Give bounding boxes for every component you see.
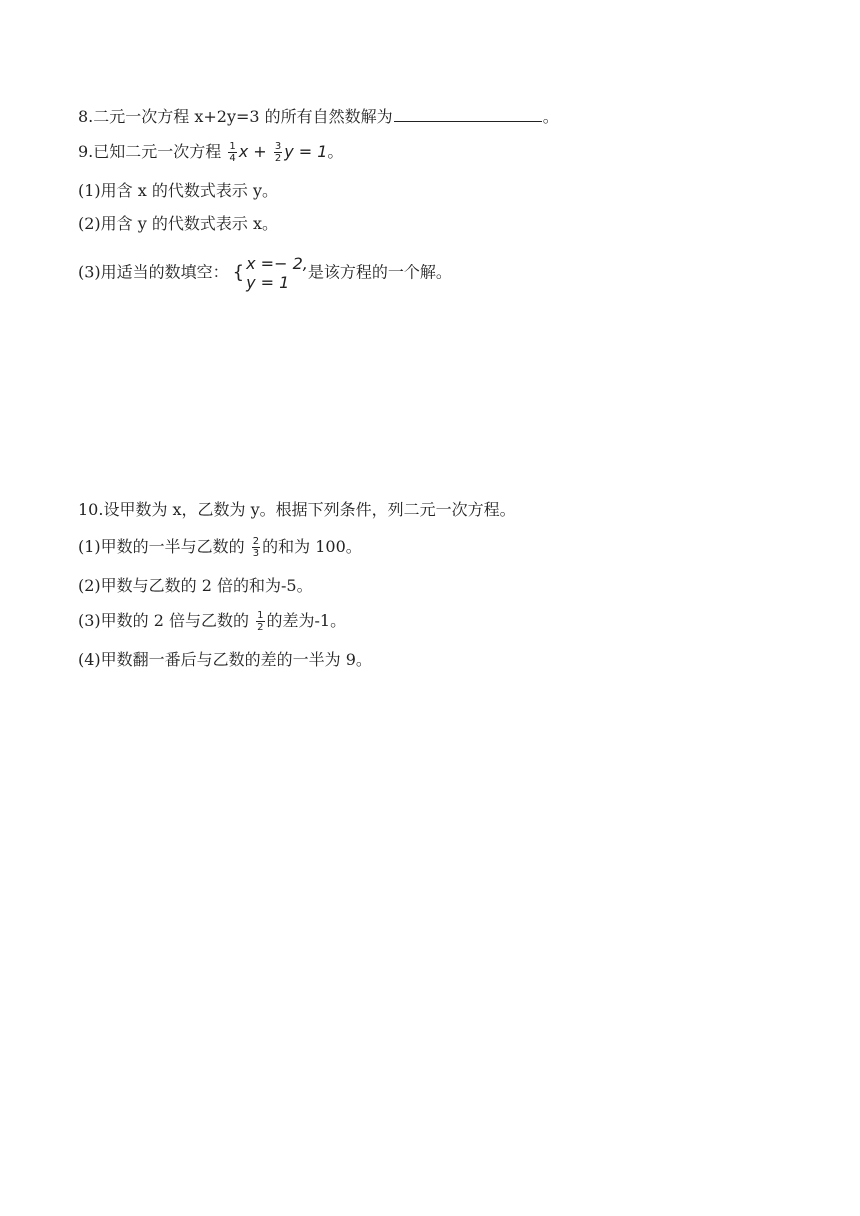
- question-9-sub1: (1)用含 x 的代数式表示 y。: [78, 181, 278, 200]
- fraction-denominator: 2: [274, 153, 282, 164]
- question-10-sub2: (2)甲数与乙数的 2 倍的和为-5。: [78, 576, 313, 595]
- fraction-denominator: 4: [229, 153, 236, 164]
- system-row: y = 1: [246, 273, 290, 292]
- q8-text: 8.二元一次方程 x+2y=3 的所有自然数解为: [78, 107, 393, 126]
- fraction-denominator: 3: [252, 548, 260, 559]
- question-10-sub3: [78, 610, 346, 633]
- equation-system: [233, 254, 308, 292]
- fraction-numerator: 1: [257, 610, 264, 621]
- equation-term: x +: [238, 142, 267, 161]
- q8-suffix: 。: [542, 107, 559, 126]
- fraction: [228, 141, 236, 164]
- answer-blank: [394, 107, 542, 122]
- brace-glyph: {: [232, 262, 245, 283]
- fraction: [256, 610, 264, 633]
- fraction-numerator: 2: [252, 536, 260, 547]
- question-10-sub1: [78, 536, 362, 559]
- q10-sub3-prefix: (3)甲数的 2 倍与乙数的: [78, 611, 250, 630]
- q10-sub3-suffix: 的差为-1。: [266, 611, 347, 630]
- q9-title-suffix: 。: [327, 142, 344, 161]
- equation-term: y = 1: [284, 142, 328, 161]
- question-9-sub3: [78, 254, 452, 292]
- fraction-numerator: 3: [274, 141, 282, 152]
- fraction: [252, 536, 260, 559]
- q10-sub1-prefix: (1)甲数的一半与乙数的: [78, 537, 245, 556]
- question-9-title: [78, 141, 343, 164]
- question-8: [78, 106, 559, 128]
- q9-sub3-prefix: (3)用适当的数填空：: [78, 262, 229, 282]
- question-9-sub2: (2)用含 y 的代数式表示 x。: [78, 214, 278, 233]
- fraction-denominator: 2: [257, 622, 264, 633]
- q9-sub3-suffix: 是该方程的一个解。: [307, 262, 452, 282]
- fraction-numerator: 1: [229, 141, 236, 152]
- fraction: [274, 141, 282, 164]
- q9-title-prefix: 9.已知二元一次方程: [78, 142, 222, 161]
- question-10-sub4: (4)甲数翻一番后与乙数的差的一半为 9。: [78, 650, 372, 669]
- system-row: x =− 2,: [246, 254, 308, 273]
- q10-sub1-suffix: 的和为 100。: [262, 537, 362, 556]
- question-10-title: 10.设甲数为 x，乙数为 y。根据下列条件，列二元一次方程。: [78, 500, 516, 519]
